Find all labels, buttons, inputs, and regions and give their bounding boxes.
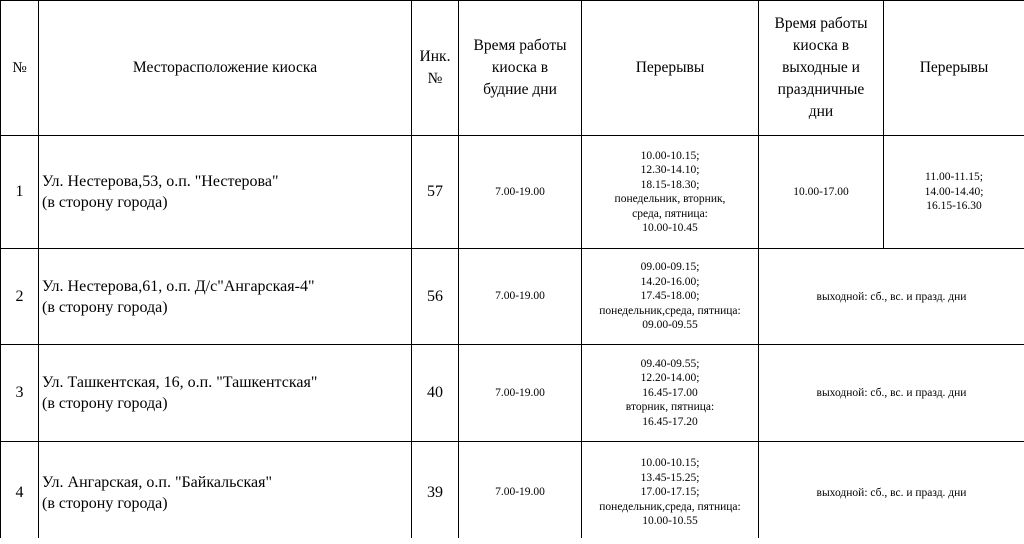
row-number: 1 (1, 136, 39, 249)
kiosk-location: Ул. Нестерова,61, о.п. Д/с"Ангарская-4" (в сторону города) (39, 249, 412, 345)
weekday-breaks: 10.00-10.15; 13.45-15.25; 17.00-17.15; понедельник,среда, пятница: 10.00-10.55 (582, 442, 759, 544)
table-row (1, 345, 1024, 442)
day-off-note: выходной: сб., вс. и празд. дни (759, 442, 1024, 544)
page-bottom-edge (0, 538, 1024, 544)
row-number: 4 (1, 442, 39, 544)
header-num: № (1, 1, 39, 136)
kiosk-location: Ул. Нестерова,53, о.п. "Нестерова" (в сторону города) (39, 136, 412, 249)
day-off-note: выходной: сб., вс. и празд. дни (759, 345, 1024, 442)
weekend-hours: 10.00-17.00 (759, 136, 884, 249)
row-number: 2 (1, 249, 39, 345)
kiosk-location: Ул. Ташкентская, 16, о.п. "Ташкентская" (в сторону города) (39, 345, 412, 442)
header-weekend-hours: Время работы киоска в выходные и праздничные дни (759, 1, 884, 136)
weekday-hours: 7.00-19.00 (459, 345, 582, 442)
header-weekday-hours: Время работы киоска в будние дни (459, 1, 582, 136)
inventory-number: 56 (412, 249, 459, 345)
weekday-breaks: 09.00-09.15; 14.20-16.00; 17.45-18.00; понедельник,среда, пятница: 09.00-09.55 (582, 249, 759, 345)
inventory-number: 39 (412, 442, 459, 544)
inventory-number: 40 (412, 345, 459, 442)
weekday-hours: 7.00-19.00 (459, 136, 582, 249)
header-inv: Инк. № (412, 1, 459, 136)
table-row (1, 442, 1024, 544)
header-breaks: Перерывы (582, 1, 759, 136)
day-off-note: выходной: сб., вс. и празд. дни (759, 249, 1024, 345)
kiosk-location: Ул. Ангарская, о.п. "Байкальская" (в сторону города) (39, 442, 412, 544)
weekend-breaks: 11.00-11.15; 14.00-14.40; 16.15-16.30 (884, 136, 1024, 249)
header-location: Месторасположение киоска (39, 1, 412, 136)
weekday-hours: 7.00-19.00 (459, 442, 582, 544)
header-weekend-breaks: Перерывы (884, 1, 1024, 136)
weekday-breaks: 10.00-10.15; 12.30-14.10; 18.15-18.30; понедельник, вторник, среда, пятница: 10.00-10.45 (582, 136, 759, 249)
inventory-number: 57 (412, 136, 459, 249)
table-row (1, 136, 1024, 249)
weekday-hours: 7.00-19.00 (459, 249, 582, 345)
header-row (1, 1, 1024, 136)
weekday-breaks: 09.40-09.55; 12.20-14.00; 16.45-17.00 вторник, пятница: 16.45-17.20 (582, 345, 759, 442)
row-number: 3 (1, 345, 39, 442)
table-row (1, 249, 1024, 345)
